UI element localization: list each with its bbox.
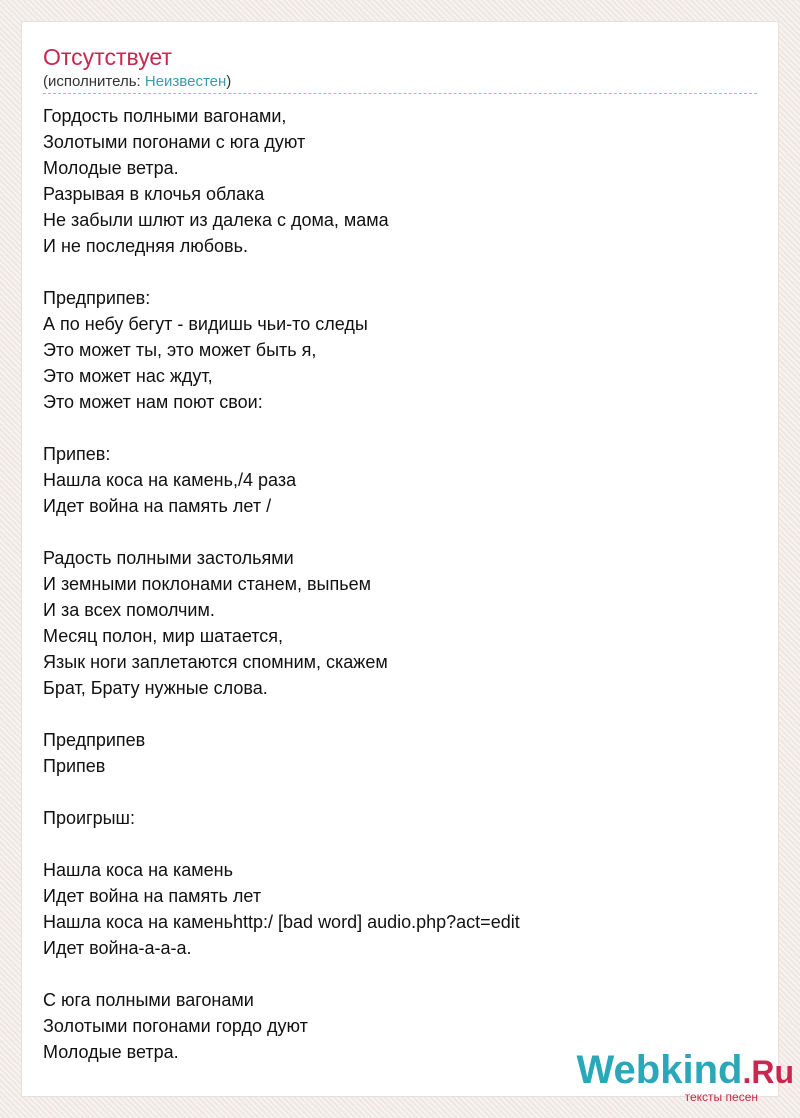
- lyric-line: Золотыми погонами с юга дуют: [43, 132, 306, 152]
- lyric-line: Брат, Брату нужные слова.: [43, 678, 268, 698]
- lyric-line: Нашла коса на камень: [43, 860, 234, 880]
- lyric-line: Припев: [43, 756, 106, 776]
- lyric-line: Припев:: [43, 444, 111, 464]
- blank-line: [43, 519, 520, 545]
- lyric-line: Золотыми погонами гордо дуют: [43, 1016, 308, 1036]
- blank-line: [43, 779, 520, 805]
- lyric-line: И земными поклонами станем, выпьем: [43, 574, 372, 594]
- blank-line: [43, 961, 520, 987]
- lyrics-body: [43, 103, 520, 1065]
- lyric-line: Идет война на память лет /: [43, 496, 272, 516]
- lyric-line: Молодые ветра.: [43, 1042, 179, 1062]
- blank-line: [43, 701, 520, 727]
- lyric-line: Разрывая в клочья облака: [43, 184, 265, 204]
- lyric-line: Предприпев:: [43, 288, 151, 308]
- lyric-line: Месяц полон, мир шатается,: [43, 626, 284, 646]
- lyric-line: Не забыли шлют из далека с дома, мама: [43, 210, 389, 230]
- site-logo[interactable]: [576, 1048, 794, 1104]
- blank-line: [43, 415, 520, 441]
- lyric-line: Нашла коса на камень,/4 раза: [43, 470, 297, 490]
- lyric-line: Гордость полными вагонами,: [43, 106, 287, 126]
- logo-tagline: тексты песен: [684, 1090, 758, 1104]
- lyric-line: С юга полными вагонами: [43, 990, 254, 1010]
- lyric-line: Идет война на память лет: [43, 886, 262, 906]
- lyric-line: И за всех помолчим.: [43, 600, 215, 620]
- artist-suffix: ): [226, 73, 232, 90]
- artist-prefix: (исполнитель:: [43, 73, 145, 90]
- blank-line: [43, 259, 520, 285]
- lyric-line: Язык ноги заплетаются спомним, скажем: [43, 652, 388, 672]
- lyric-line: Идет война-а-а-а.: [43, 938, 192, 958]
- lyrics-sheet: [22, 22, 778, 1096]
- lyric-line: И не последняя любовь.: [43, 236, 248, 256]
- lyric-line: А по небу бегут - видишь чьи-то следы: [43, 314, 368, 334]
- divider: [43, 93, 757, 94]
- artist-link[interactable]: Неизвестен: [144, 73, 227, 90]
- logo-main-text: Webkind: [576, 1048, 743, 1092]
- lyric-line: Это может ты, это может быть я,: [43, 340, 317, 360]
- lyric-line: Это может нас ждут,: [43, 366, 213, 386]
- logo-wordmark: [577, 1048, 794, 1094]
- blank-line: [43, 831, 520, 857]
- lyric-line: Нашла коса на каменьhttp:/ [bad word] audio.php?act=edit: [43, 912, 520, 932]
- lyric-line: Молодые ветра.: [43, 158, 179, 178]
- lyric-line: Предприпев: [43, 730, 146, 750]
- lyric-line: Радость полными застольями: [43, 548, 294, 568]
- artist-line: [43, 72, 231, 92]
- song-title: Отсутствует: [43, 44, 172, 70]
- lyric-line: Это может нам поют свои:: [43, 392, 263, 412]
- lyric-line: Проигрыш:: [43, 808, 135, 828]
- logo-tld: .Ru: [742, 1054, 794, 1090]
